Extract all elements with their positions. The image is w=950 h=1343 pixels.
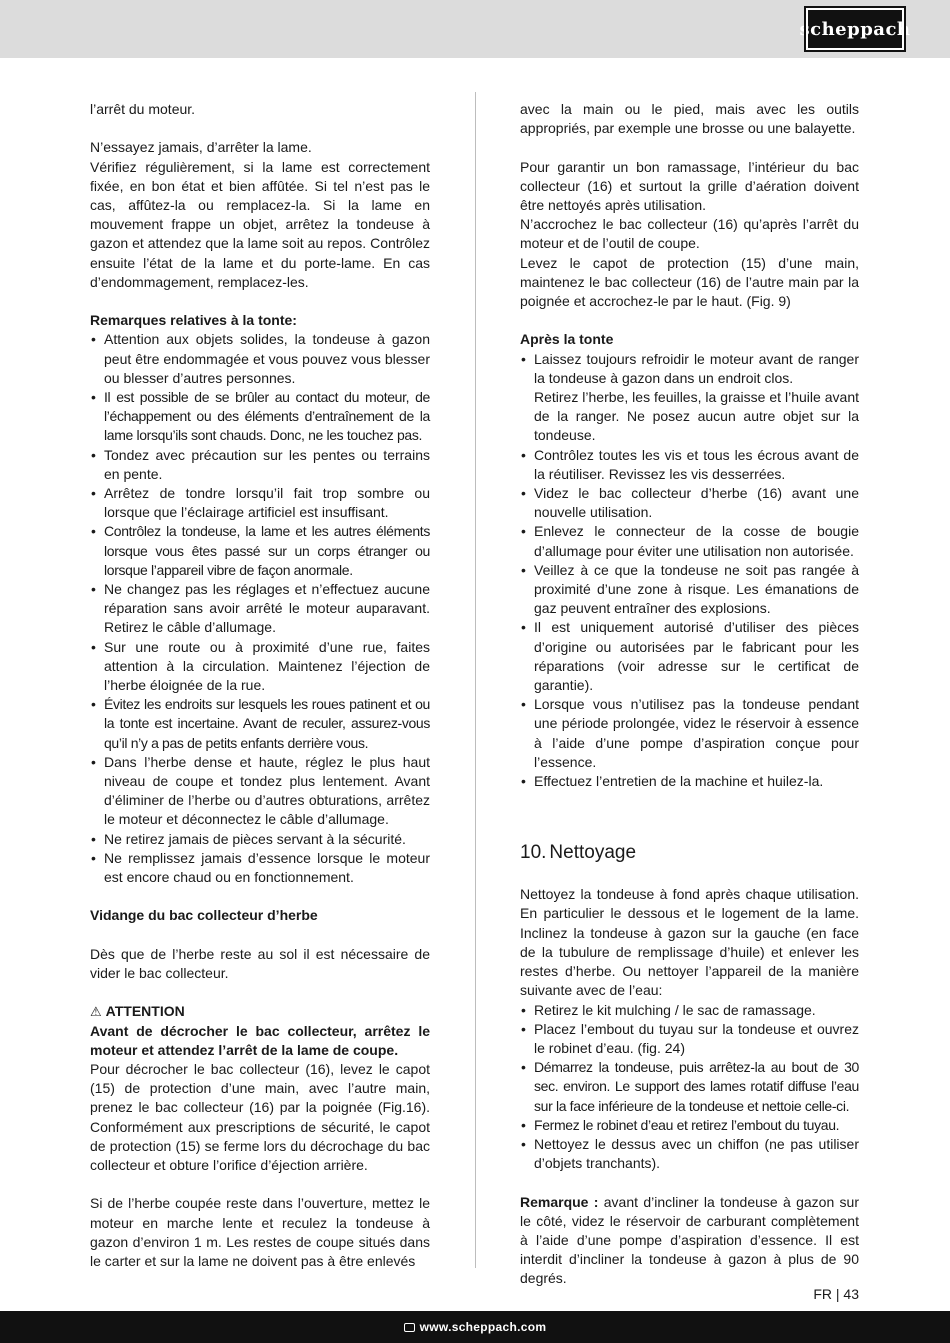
header-bar (0, 0, 950, 58)
list-item: • Effectuez l’entretien de la machine et huilez-la. (520, 772, 859, 791)
after-mowing-list (520, 350, 859, 792)
section-heading-cleaning (520, 841, 859, 865)
warning-icon: ⚠ (90, 1004, 102, 1020)
list-item (520, 350, 859, 446)
scheppach-logo (799, 8, 911, 50)
paragraph: Vérifiez régulièrement, si la lame est correctement fixée, en bon état et bien affûtée. Si tel n’est pas le cas, affûtez-la ou remplacez-la. Si la lame en mouvement frappe un objet, arrêtez la tondeuse à gazon et attendez que la lame soit au repos. Contrôlez ensuite l’état de la lame et du porte-lame. En cas d’endommagement, remplacez-les. (90, 158, 430, 290)
list-item: • Retirez le kit mulching / le sac de ramassage. (520, 1001, 859, 1020)
website-link[interactable]: www.scheppach.com (419, 1320, 547, 1334)
list-item-text: Laissez toujours refroidir le moteur avant de ranger la tondeuse à gazon dans un endroit clos. (534, 350, 859, 386)
list-item: • Il est possible de se brûler au contact du moteur, de l’échappement ou des éléments d’entraînement de la lame lorsqu’ils sont chauds. Donc, ne les touchez pas. (90, 388, 430, 446)
page-number (813, 1286, 859, 1302)
list-item: • Il est uniquement autorisé d’utiliser des pièces d’origine ou autorisées par le fabricant pour les réparations (voir adresse sur le certificat de garantie). (520, 618, 859, 695)
list-item: • Évitez les endroits sur lesquels les roues patinent et ou la tonte est incertaine. Avant de reculer, assurez-vous qu’il n’y a pas de petits enfants derrière vous. (90, 695, 430, 753)
paragraph: N’accrochez le bac collecteur (16) qu’après l’arrêt du moteur et de l’outil de coupe. (520, 216, 859, 252)
note-label: Remarque : (520, 1193, 599, 1210)
list-item: • Arrêtez de tondre lorsqu’il fait trop sombre ou lorsque que l’éclairage artificiel est insuffisant. (90, 484, 430, 522)
warning-heading (90, 1002, 430, 1021)
list-item: • Veillez à ce que la tondeuse ne soit pas rangée à proximité d’une zone à risque. Les émanations de gaz peuvent entraîner des explosions. (520, 561, 859, 619)
list-item: • Enlevez le connecteur de la cosse de bougie d’allumage pour éviter une utilisation non autorisée. (520, 522, 859, 560)
list-item: • Ne remplissez jamais d’essence lorsque le moteur est encore chaud ou en fonctionnement. (90, 849, 430, 887)
section-title: Nettoyage (549, 842, 637, 864)
separator: | (835, 1286, 840, 1302)
list-item: • Ne retirez jamais de pièces servant à la sécurité. (90, 830, 430, 849)
paragraph: Pour décrocher le bac collecteur (16), levez le capot (15) de protection d’une main, avec l’autre main, prenez le bac collecteur (16) par la poignée (Fig.16). Conformément aux prescriptions de sécurité, le capot de protection (15) se ferme lors du décrochage du bac collecteur et obture l’orifice d’éjection arrière. (90, 1061, 430, 1174)
list-item: • Ne changez pas les réglages et n’effectuez aucune réparation sans avoir arrêté le moteur auparavant. Retirez le câble d’allumage. (90, 580, 430, 638)
list-item: • Attention aux objets solides, la tondeuse à gazon peut être endommagée et vous pouvez vous blesser ou blesser d’autres personnes. (90, 330, 430, 388)
list-item: • Contrôlez la tondeuse, la lame et les autres éléments lorsque vous êtes passé sur un corps étranger ou lorsque l’appareil vibre de façon anormale. (90, 522, 430, 580)
list-item: • Nettoyez le dessus avec un chiffon (ne pas utiliser d’objets tranchants). (520, 1135, 859, 1173)
note-paragraph (520, 1193, 859, 1289)
page-number-value: 43 (843, 1286, 859, 1302)
paragraph: Dès que de l’herbe reste au sol il est nécessaire de vider le bac collecteur. (90, 945, 430, 982)
section-title-mowing: Remarques relatives à la tonte: (90, 312, 297, 329)
list-item: • Contrôlez toutes les vis et tous les écrous avant de la réutiliser. Revissez les vis desserrées. (520, 446, 859, 484)
list-item-text: Retirez l’herbe, les feuilles, la graisse et l’huile avant de la ranger. Ne posez aucun autre objet sur la tondeuse. (534, 389, 859, 444)
warning-label: ATTENTION (105, 1003, 185, 1020)
right-column (520, 100, 859, 1289)
paragraph: N’essayez jamais, d’arrêter la lame. (90, 139, 312, 156)
section-number: 10. (520, 842, 547, 864)
list-item: • Dans l’herbe dense et haute, réglez le plus haut niveau de coupe et tondez plus lentement. Avant d’éliminer de l’herbe ou d’autres obturations, arrêtez le moteur et déconnectez le câble d’allumage. (90, 753, 430, 830)
list-item: • Placez l’embout du tuyau sur la tondeuse et ouvrez le robinet d’eau. (fig. 24) (520, 1020, 859, 1058)
logo-text: scheppach (799, 18, 911, 40)
paragraph: Levez le capot de protection (15) d’une main, maintenez le bac collecteur (16) de l’autre main par la poignée et accrochez-le par le haut. (Fig. 9) (520, 254, 859, 310)
cleaning-list (520, 1001, 859, 1174)
monitor-icon (404, 1323, 415, 1332)
section-title-after-mowing: Après la tonte (520, 331, 614, 348)
footer-bar (0, 1311, 950, 1343)
section-title-emptying: Vidange du bac collecteur d’herbe (90, 907, 318, 924)
left-column (90, 100, 430, 1271)
warning-text: Avant de décrocher le bac collecteur, arrêtez le moteur et attendez l’arrêt de la lame de coupe. (90, 1022, 430, 1058)
note-text: avant d’incliner la tondeuse à gazon sur le côté, videz le réservoir de carburant complètement à l’aide d’une pompe d’aspiration d’essence. Il est interdit d’incliner la tondeuse à gazon à plus de 90 degrés. (520, 1193, 859, 1287)
list-item: • Tondez avec précaution sur les pentes ou terrains en pente. (90, 446, 430, 484)
paragraph: Si de l’herbe coupée reste dans l’ouverture, mettez le moteur en marche lente et reculez la tondeuse à gazon d’environ 1 m. Les restes de coupe situés dans le carter et sur la lame ne doivent pas à être enlevés (90, 1195, 430, 1270)
column-divider (475, 92, 476, 1268)
paragraph: l’arrêt du moteur. (90, 101, 196, 117)
mowing-list (90, 330, 430, 887)
list-item: • Sur une route ou à proximité d’une rue, faites attention à la circulation. Maintenez l’éjection de l’herbe éloignée de la rue. (90, 638, 430, 696)
language-code: FR (813, 1286, 832, 1302)
list-item: • Démarrez la tondeuse, puis arrêtez-la au bout de 30 sec. environ. Le support des lames rotatif diffuse l’eau sur la face inférieure de la tondeuse et nettoie celle-ci. (520, 1058, 859, 1116)
paragraph: Pour garantir un bon ramassage, l’intérieur du bac collecteur (16) et surtout la grille d’aération doivent être nettoyés après utilisation. (520, 158, 859, 213)
paragraph: Nettoyez la tondeuse à fond après chaque utilisation. En particulier le dessous et le logement de la lame. Inclinez la tondeuse à gazon sur la gauche (en face de la tubulure de remplissage d’huile) et enlever les restes d’herbe. Ou nettoyer l’appareil de la manière suivante avec de l’eau: (520, 886, 859, 999)
list-item: • Videz le bac collecteur d’herbe (16) avant une nouvelle utilisation. (520, 484, 859, 522)
paragraph: avec la main ou le pied, mais avec les outils appropriés, par exemple une brosse ou une balayette. (520, 101, 859, 137)
list-item: • Lorsque vous n’utilisez pas la tondeuse pendant une période prolongée, videz le réservoir à essence à l’aide d’une pompe d’aspiration conçue pour l’essence. (520, 695, 859, 772)
list-item: • Fermez le robinet d’eau et retirez l’embout du tuyau. (520, 1116, 859, 1135)
